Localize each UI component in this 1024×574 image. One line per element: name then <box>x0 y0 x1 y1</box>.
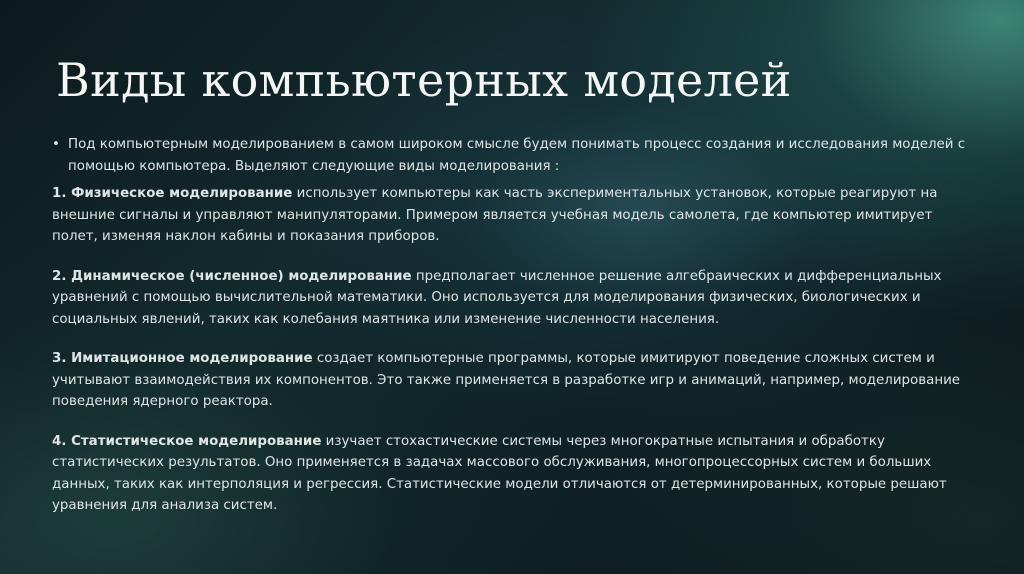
intro-text: Под компьютерным моделированием в самом широком смысле будем понимать процесс создания и исследования моделей с помощью компьютера. Выделяют следующие виды моделирования : <box>68 137 966 174</box>
item-term: 3. Имитационное моделирование <box>52 351 313 366</box>
slide-title: Виды компьютерных моделей <box>56 53 792 107</box>
item-term: 1. Физическое моделирование <box>52 186 293 201</box>
item-text: изучает стохастические системы через многократные испытания и обработку статистических результатов. Оно применяется в задачах массового обслуживания, многопроцессорных систем и больших данных, таких как интерполяция и регрессия. Статистические модели отличаются от детерминированных, которые решают уравнения для анализа систем. <box>52 433 947 513</box>
item-dynamic-modeling <box>52 266 972 331</box>
item-physical-modeling <box>52 183 972 248</box>
intro-paragraph <box>52 134 972 177</box>
slide-content <box>52 134 972 535</box>
item-statistical-modeling <box>52 431 972 517</box>
item-text: создает компьютерные программы, которые имитируют поведение сложных систем и учитывают взаимодействия их компонентов. Это также применяется в разработке игр и анимаций, например, моделирование поведения ядерного реактора. <box>52 351 961 409</box>
bullet-icon: • <box>52 137 60 152</box>
item-simulation-modeling <box>52 348 972 413</box>
item-text: использует компьютеры как часть экспериментальных установок, которые реагируют на внешние сигналы и управляют манипуляторами. Примером является учебная модель самолета, где компьютер имитирует полет, изменяя наклон кабины и показания приборов. <box>52 186 938 244</box>
item-term: 4. Статистическое моделирование <box>52 433 322 449</box>
item-term: 2. Динамическое (численное) моделирование <box>52 268 412 284</box>
item-text: предполагает численное решение алгебраических и дифференциальных уравнений с помощью вычислительной математики. Оно используется для моделирования физических, биологических и социальных явлений, таких как колебания маятника или изменение численности населения. <box>52 268 942 327</box>
